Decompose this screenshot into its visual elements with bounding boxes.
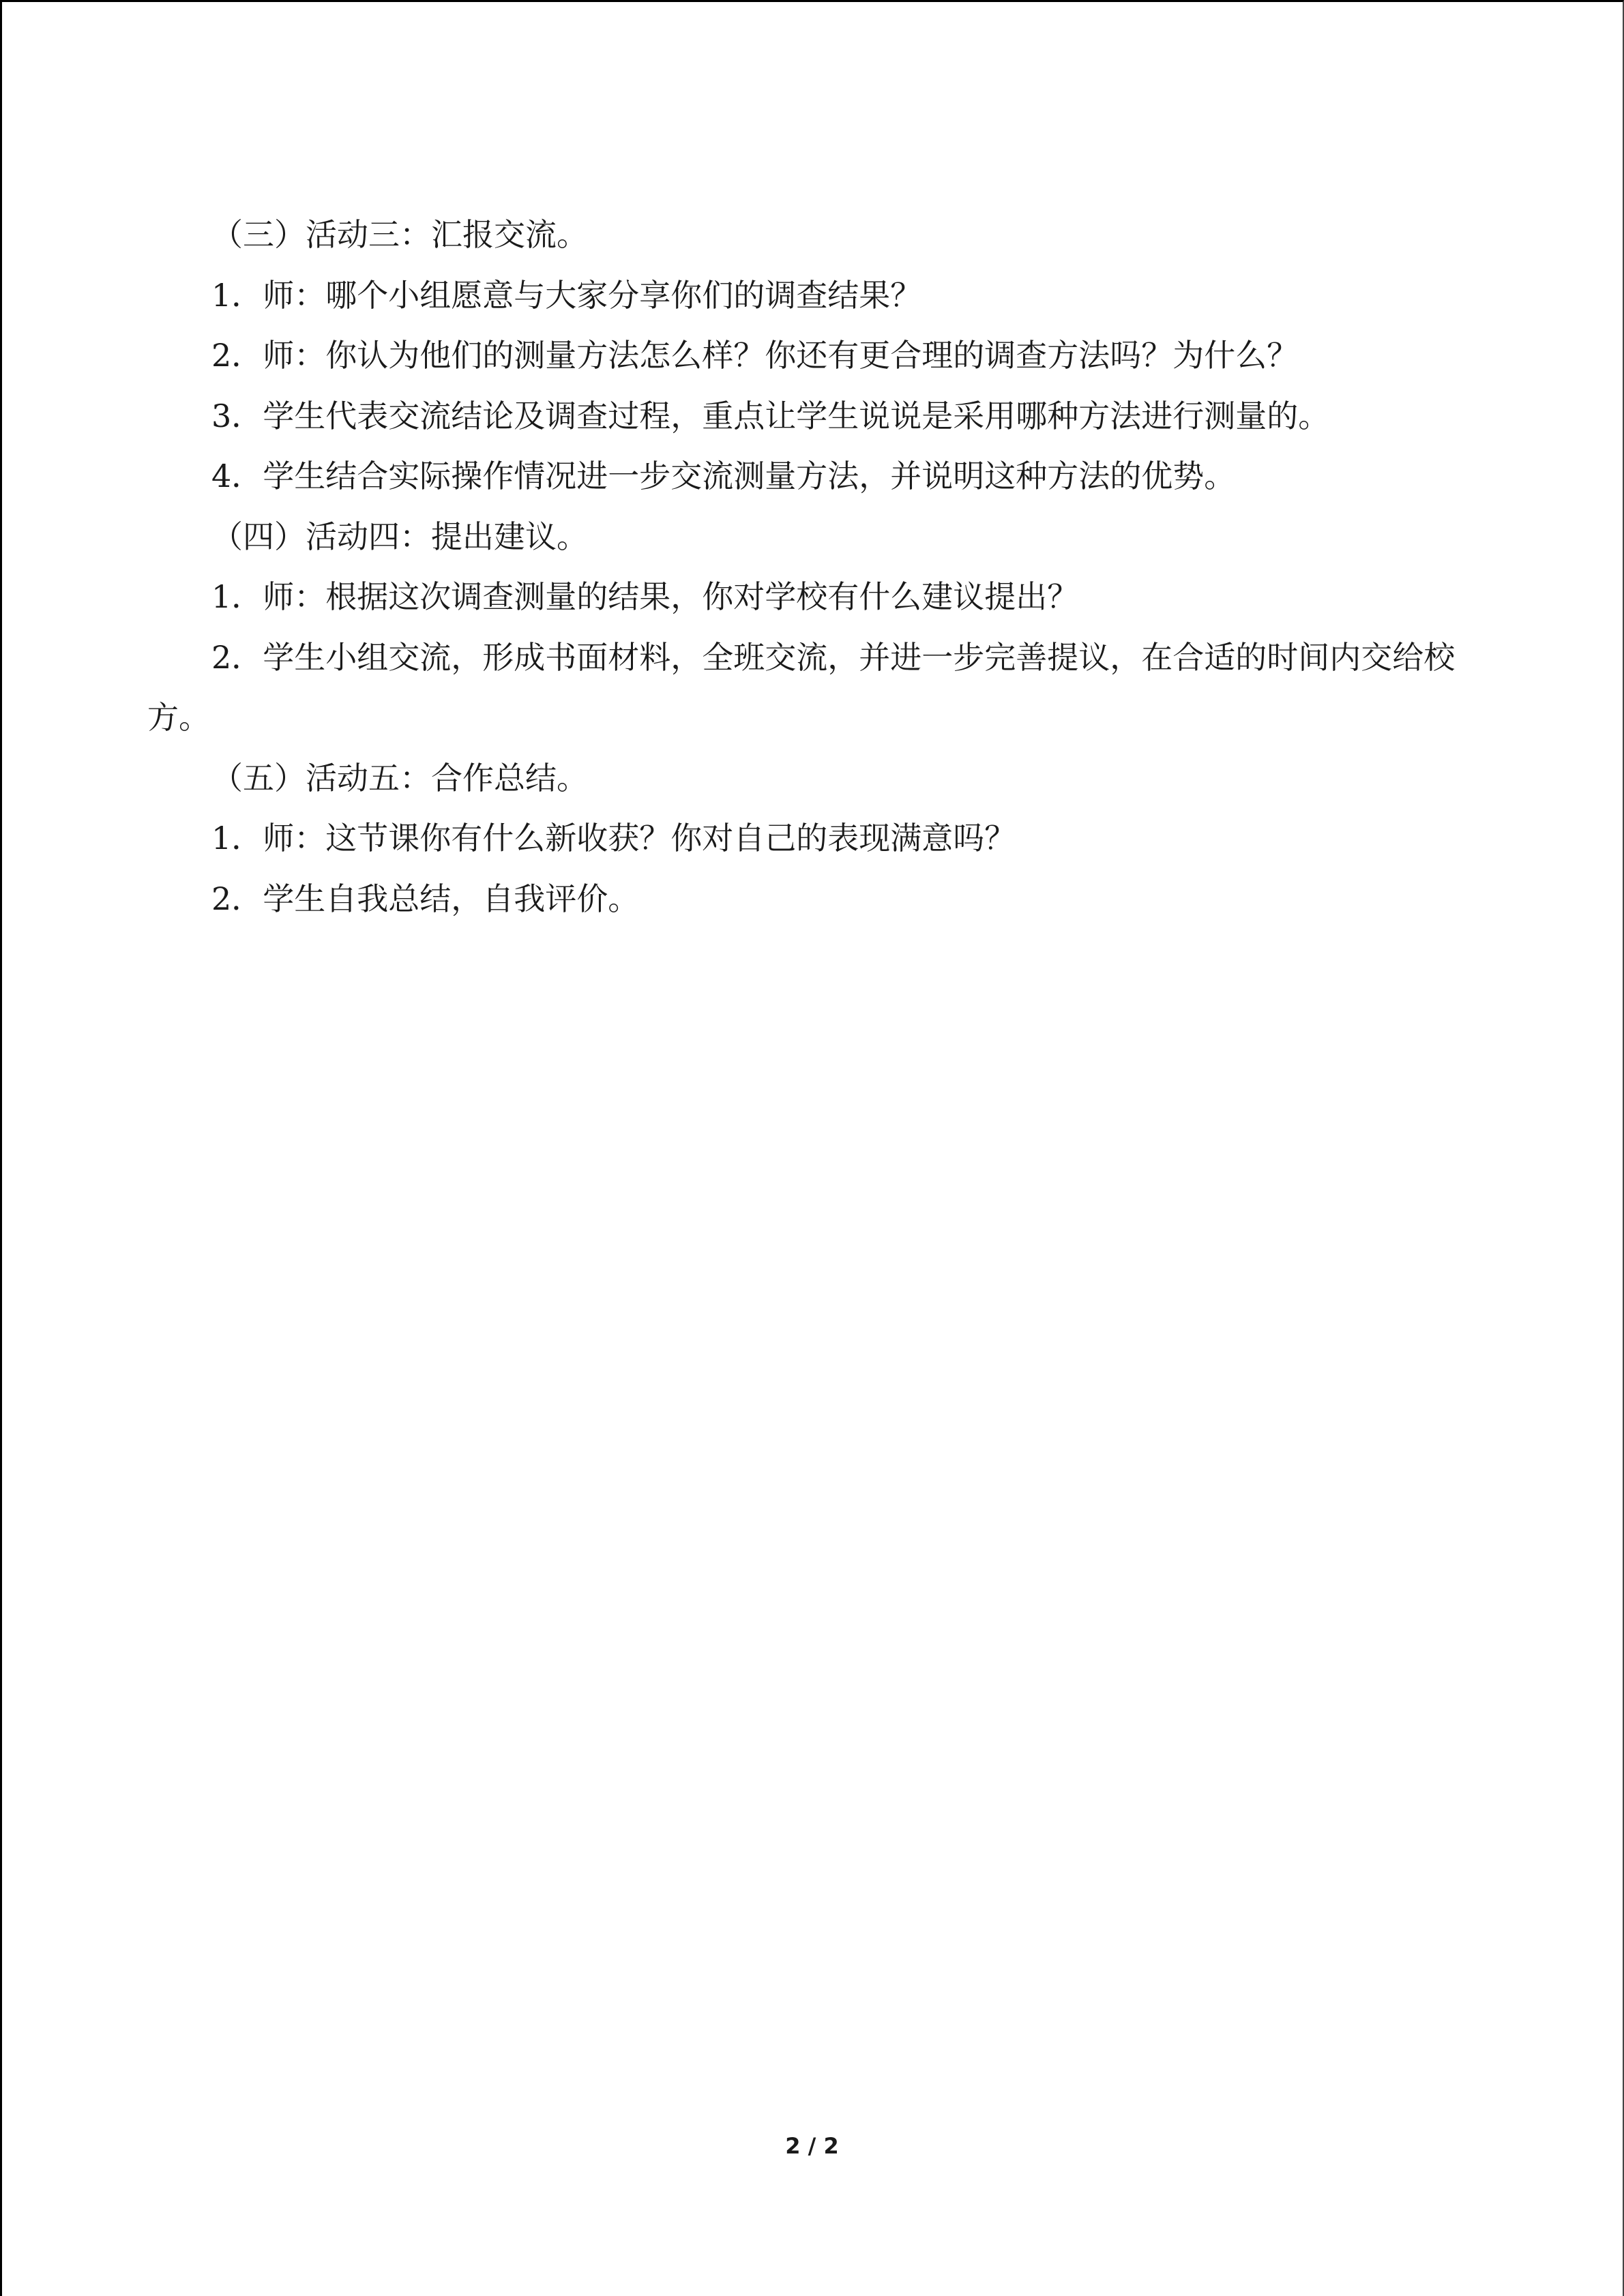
list-item: 1．师：哪个小组愿意与大家分享你们的调查结果？: [211, 276, 922, 314]
list-item: 1．师：这节课你有什么新收获？你对自己的表现满意吗？: [211, 820, 1016, 856]
list-item: 2．学生自我总结，自我评价。: [211, 880, 640, 917]
list-item: 4．学生结合实际操作情况进一步交流测量方法，并说明这种方法的优势。: [211, 458, 1236, 494]
page-number: 2 / 2: [785, 2133, 839, 2159]
list-item: 2．师：你认为他们的测量方法怎么样？你还有更合理的调查方法吗？为什么？: [211, 337, 1299, 374]
section-heading-activity-4: （四）活动四：提出建议。: [211, 518, 588, 555]
list-item: 3．学生代表交流结论及调查过程，重点让学生说说是采用哪种方法进行测量的。: [211, 397, 1330, 434]
list-item-wrapped: 2．学生小组交流，形成书面材料，全班交流，并进一步完善提议，在合适的时间内交给校方。: [147, 638, 1456, 736]
list-item: 1．师：根据这次调查测量的结果，你对学校有什么建议提出？: [211, 578, 1079, 615]
section-heading-activity-3: （三）活动三：汇报交流。: [211, 216, 588, 253]
document-body: [147, 205, 1477, 929]
section-heading-activity-5: （五）活动五：合作总结。: [211, 759, 588, 796]
